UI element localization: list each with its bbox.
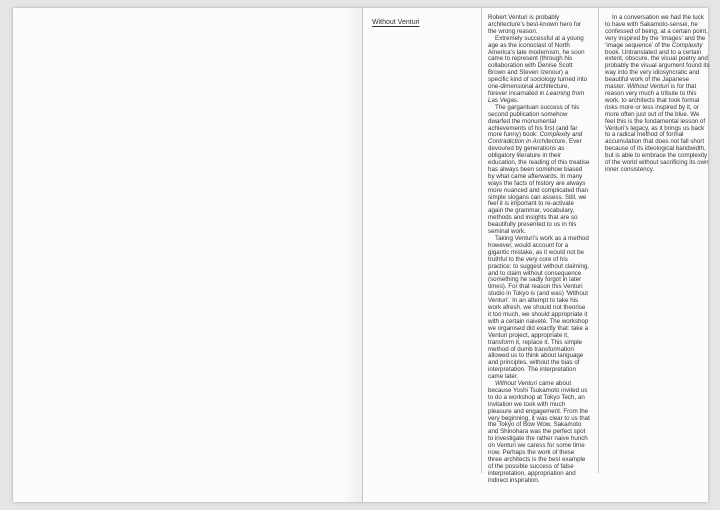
text-segment: The gargantuan success of his second publication somehow dwarfed the monumental achievements of his first (and far more funny) book: xyxy=(488,103,580,139)
text-segment: came about because Yoshi Tsukamoto invited us to do a workshop at Tokyo Tech, an invitation we took with much pleasure and engagement. From the very beginning, it was clear to us that the Tokyo of Bow Wow, Sakamoto and Shinohara was the perfect spot to investigate the rather naive hunch on Venturi we caress for some time now. Perhaps the work of these three architects is the best example of the possible success of false interpretation, appropriation and indirect inspiration. xyxy=(488,380,590,484)
page-fold-shadow xyxy=(343,8,362,502)
text-column-1 xyxy=(488,15,590,485)
text-segment: In a conversation we had the luck to have with Sakamoto-sensei, he confessed of being, at a certain point, very inspired by the ‘images’ and the ‘image sequence’ of the xyxy=(605,14,708,49)
paragraph xyxy=(488,36,590,105)
paragraph xyxy=(605,15,710,174)
book-spread xyxy=(13,8,708,502)
text-segment: . xyxy=(517,96,519,104)
text-segment: . Ever devoured by generations as obligatory literature in their education, the reading of this treatise has always been somehow biased by what came afterwards. In many ways the facts of history are always more nuanced and complicated than simple slogans can assess. Still, we feel it is important to re-activate again the grammar, vocabulary, methods and insights that are so beautifully presented to us in his seminal work. xyxy=(488,138,590,236)
text-segment: book. Untranslated and to a certain extent, obscure, the visual poetry and probably the visual argument found its way into the very idiosyncratic and beautiful work of the Japanese master. xyxy=(605,48,710,91)
left-page-blank xyxy=(13,8,362,502)
paragraph xyxy=(488,15,590,36)
page-fold-line xyxy=(362,8,363,502)
text-segment: Extremely successful at a young age as the iconoclast of North America’s late modernism, he soon came to represent (through his collaboration with Denise Scott Brown and Steven Izenour) a specific kind of sociology turned into one-dimensional architecture, forever incarnated in xyxy=(488,34,588,97)
text-segment: Robert Venturi is probably architecture’s best-known hero for the wrong reason. xyxy=(488,14,582,35)
text-segment: Complexity and Contradiction in Architecture xyxy=(488,131,583,146)
article-title: Without Venturi xyxy=(372,19,420,26)
text-segment: Taking Venturi’s work as a method however, would account for a gigantic mistake, as it would not be truthful to the very core of his practice: to suggest without claiming, and to claim without consequence (something he sadly forgot in later times). For that reason this Venturi studio in Tokyo is (and was) ‘Without Venturi’. In an attempt to take his work afresh, we should not theorise it too much, we should appropriate it with a certain naiveté. The workshop we organised did exactly that: take a Venturi project, appropriate it, transform it, replace it. This simple method of dumb transformation allowed us to think about language and principles, without the bias of interpretation. The interpretation came later. xyxy=(488,235,590,381)
paragraph xyxy=(488,105,590,236)
column-rule-left xyxy=(481,8,482,473)
column-rule-middle xyxy=(598,8,599,473)
text-segment: is for that reason very much a tribute to this work, to architects that took formal risks more or less inspired by it, or more often just out of the blue. We feel this is the fundamental lesson of Venturi’s legacy, as it brings us back to a radical method of formal accumulation that does not fall short because of its ideological bandwidth, but is able to embrace the complexity of the world without sacrificing its own inner consistency. xyxy=(605,83,709,173)
paragraph xyxy=(488,236,590,381)
text-segment: Without Venturi xyxy=(627,83,670,91)
text-column-2 xyxy=(605,15,710,174)
text-segment: Without Venturi xyxy=(495,380,538,388)
text-segment: Learning from Las Vegas xyxy=(488,89,585,104)
text-segment: Complexity xyxy=(671,41,703,49)
paragraph xyxy=(488,381,590,485)
